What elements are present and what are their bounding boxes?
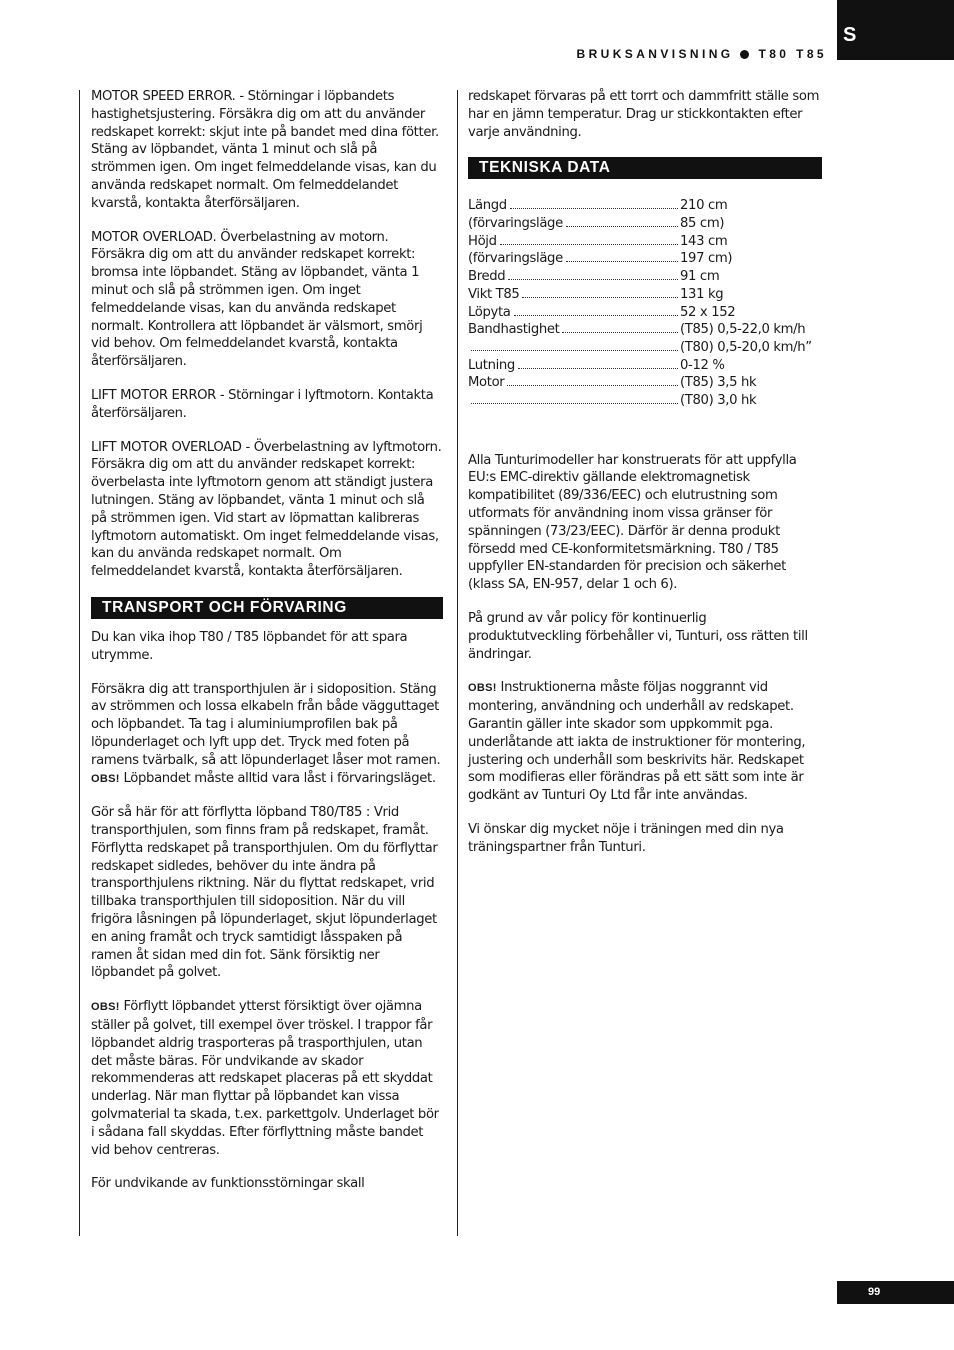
spec-value: 91 cm (680, 269, 720, 285)
closing-paragraph: Vi önskar dig mycket nöje i träningen med din nya träningspartner från Tunturi. (468, 821, 784, 855)
spec-value: 0-12 % (680, 357, 725, 373)
tech-data-table (468, 197, 822, 409)
spec-row (468, 197, 822, 215)
spec-value: (T85) 0,5-22,0 km/h (680, 322, 806, 338)
spec-value: (T80) 3,0 hk (680, 392, 757, 408)
spec-row (468, 250, 822, 268)
spec-value: 131 kg (680, 286, 724, 302)
spec-row (468, 339, 822, 357)
dot-leader (518, 368, 678, 369)
instructions-paragraph (468, 679, 822, 805)
storage-conditions-paragraph: redskapet förvaras på ett torrt och dammfritt ställe som har en jämn temperatur. Drag ur stickkontakten efter varje användning. (468, 89, 820, 140)
spec-label-cell (468, 197, 680, 215)
spec-label: Höjd (468, 233, 497, 249)
right-column (468, 88, 822, 873)
running-header (577, 47, 827, 61)
spec-label: Längd (468, 198, 507, 214)
spec-value: (T85) 3,5 hk (680, 375, 757, 391)
spec-value: 52 x 152 (680, 304, 736, 320)
spec-label-cell (468, 215, 680, 233)
dot-leader (471, 403, 678, 404)
spec-row (468, 321, 822, 339)
storage-text: Försäkra dig att transporthjulen är i sidoposition. Stäng av strömmen och lossa elkabeln från både vägguttaget och löpbandet. Ta tag i aluminiumprofilen bak på löpunderlaget och lyft upp det. Tryck med foten på ramens tvärbalk, så att löpunderlaget låser mot ramen. (91, 681, 441, 768)
spec-label: (förvaringsläge (468, 216, 563, 232)
spec-label-cell (468, 286, 680, 304)
tech-data-section-heading: TEKNISKA DATA (468, 157, 822, 179)
language-code: S (843, 24, 857, 46)
caution-paragraph (91, 998, 443, 1159)
spec-label-cell (468, 350, 680, 355)
page-number-tab (837, 1281, 954, 1304)
moving-paragraph: Gör så här för att förflytta löpband T80/T85 : Vrid transporthjulen, som finns fram på redskapet, framåt. Förflytta redskapet på transporthjulen. Om du förflyttar redskapet sidledes, behöver du inte ändra på transporthjulens riktning. När du flyttat redskapet, vrid tillbaka transporthjulen till sidoposition. När du vill frigöra låsningen på löpunderlaget, skjut löpunderlaget en aning framåt och tryck samtidigt låsspaken på ramen åt sidan med din fot. Sänk försiktig ner löpbandet på golvet. (91, 805, 438, 981)
spec-label-cell (468, 357, 680, 375)
lift-motor-overload-paragraph: LIFT MOTOR OVERLOAD - Överbelastning av lyftmotorn. Försäkra dig om att du använder redskapet korrekt: överbelasta inte lyftmotorn genom att ständigt justera lutningen. Stäng av löpbandet, vänta 1 minut och slå på strömmen igen. Vid start av löpmattan kalibreras lyftmotorn automatiskt. Om inget felmeddelande visas, kan du använda redskapet normalt. Om felmeddelandet kvarstå, kontakta återförsäljaren. (91, 439, 442, 580)
emc-paragraph: Alla Tunturimodeller har konstruerats för att uppfylla EU:s EMC-direktiv gällande elektromagnetisk kompatibilitet (89/336/EEC) och elutrustning som utformats för användning inom vissa gränser för spänningen (73/23/EEC). Därför är denna produkt försedd med CE-konformitetsmärkning. T80 / T85 uppfyller EN-standarden för precision och säkerhet (klass SA, EN-957, delar 1 och 6). (468, 452, 797, 593)
malfunction-paragraph: För undvikande av funktionsstörningar skall (91, 1176, 365, 1192)
spec-row (468, 286, 822, 304)
left-column (91, 88, 443, 1209)
dot-leader (508, 279, 678, 280)
spec-label: Motor (468, 375, 505, 391)
spec-label-cell (468, 374, 680, 392)
spec-row (468, 357, 822, 375)
dot-leader (500, 244, 678, 245)
obs-label: OBS! (91, 1001, 120, 1014)
dot-leader (522, 297, 678, 298)
spec-row (468, 268, 822, 286)
dot-leader (510, 208, 678, 209)
fold-paragraph: Du kan vika ihop T80 / T85 löpbandet för att spara utrymme. (91, 629, 408, 663)
dot-leader (562, 332, 678, 333)
transport-section-heading: TRANSPORT OCH FÖRVARING (91, 597, 443, 619)
storage-note: Löpbandet måste alltid vara låst i förvaringsläget. (123, 770, 436, 786)
spec-row (468, 233, 822, 251)
manual-title: BRUKSANVISNING (576, 47, 734, 61)
center-column-rule (457, 90, 458, 1236)
spec-label-cell (468, 304, 680, 322)
page-number: 99 (868, 1286, 881, 1298)
motor-overload-paragraph: MOTOR OVERLOAD. Överbelastning av motorn. Försäkra dig om att du använder redskapet korrekt: bromsa inte löpbandet. Stäng av löpbandet, vänta 1 minut och slå på strömmen igen. Om inget felmeddelande visas, kan du använda redskapet normalt. Kontrollera att löpbandet är välsmort, smörj vid behov. Om felmeddelandet kvarstå, kontakta återförsäljaren. (91, 229, 423, 370)
bullet-dot-icon (740, 50, 749, 59)
policy-paragraph: På grund av vår policy för kontinuerlig produktutveckling förbehåller vi, Tunturi, oss rätten till ändringar. (468, 611, 808, 662)
dot-leader (566, 226, 678, 227)
dot-leader (514, 315, 678, 316)
obs-label: OBS! (91, 772, 120, 785)
spec-value: 210 cm (680, 198, 728, 214)
caution-text: Förflytt löpbandet ytterst försiktigt över ojämna ställer på golvet, till exempel över tröskel. I trappor får löpbandet aldrig trasporteras på trasporthjulen, utan det måste bäras. För undvikande av skador rekommenderas att redskapet placeras på ett skyddat underlag. När man flyttar på löpbandet kan vissa golvmaterial ta skada, t.ex. parkettgolv. Underlaget bör i sådana fall skyddas. Efter förflyttning måste bandet vid behov centreras. (91, 999, 439, 1158)
spec-label-cell (468, 403, 680, 408)
obs-label: OBS! (468, 682, 497, 695)
dot-leader (471, 350, 678, 351)
spec-label-cell (468, 233, 680, 251)
spec-value: 85 cm) (680, 216, 725, 232)
spec-value: (T80) 0,5-20,0 km/h” (680, 339, 812, 355)
left-column-rule (79, 90, 80, 1236)
storage-paragraph (91, 681, 443, 789)
spec-row (468, 374, 822, 392)
dot-leader (566, 261, 678, 262)
spec-label: Bredd (468, 269, 506, 285)
dot-leader (507, 385, 678, 386)
spec-row (468, 392, 822, 410)
spec-row (468, 304, 822, 322)
spec-label: Bandhastighet (468, 322, 560, 338)
instructions-text: Instruktionerna måste följas noggrannt vid montering, användning och underhåll av redskapet. Garantin gäller inte skador som uppkommit pga. underlåtande att iakta de instruktioner för montering, justering och underhåll som beskrivits här. Redskapet som modifieras eller förändras på ett sätt som inte är godkänt av Tunturi Oy Ltd får inte användas. (468, 680, 806, 804)
spec-value: 143 cm (680, 233, 728, 249)
lift-motor-error-paragraph: LIFT MOTOR ERROR - Störningar i lyftmotorn. Kontakta återförsäljaren. (91, 387, 434, 421)
spec-label-cell (468, 321, 680, 339)
spec-label-cell (468, 268, 680, 286)
language-tab (837, 0, 954, 60)
spec-label: Löpyta (468, 304, 511, 320)
spec-label: (förvaringsläge (468, 251, 563, 267)
motor-speed-error-paragraph: MOTOR SPEED ERROR. - Störningar i löpbandets hastighetsjustering. Försäkra dig om att du använder redskapet korrekt: skjut inte på bandet med dina fötter. Stäng av löpbandet, vänta 1 minut och slå på strömmen igen. Om inget felmeddelande visas, kan du använda redskapet normalt. Om felmeddelandet kvarstå, kontakta återförsäljaren. (91, 89, 439, 211)
spec-value: 197 cm) (680, 251, 733, 267)
spec-row (468, 215, 822, 233)
spec-label-cell (468, 250, 680, 268)
spec-label: Lutning (468, 357, 515, 373)
spec-label: Vikt T85 (468, 286, 520, 302)
model-name: T80 T85 (758, 47, 827, 61)
